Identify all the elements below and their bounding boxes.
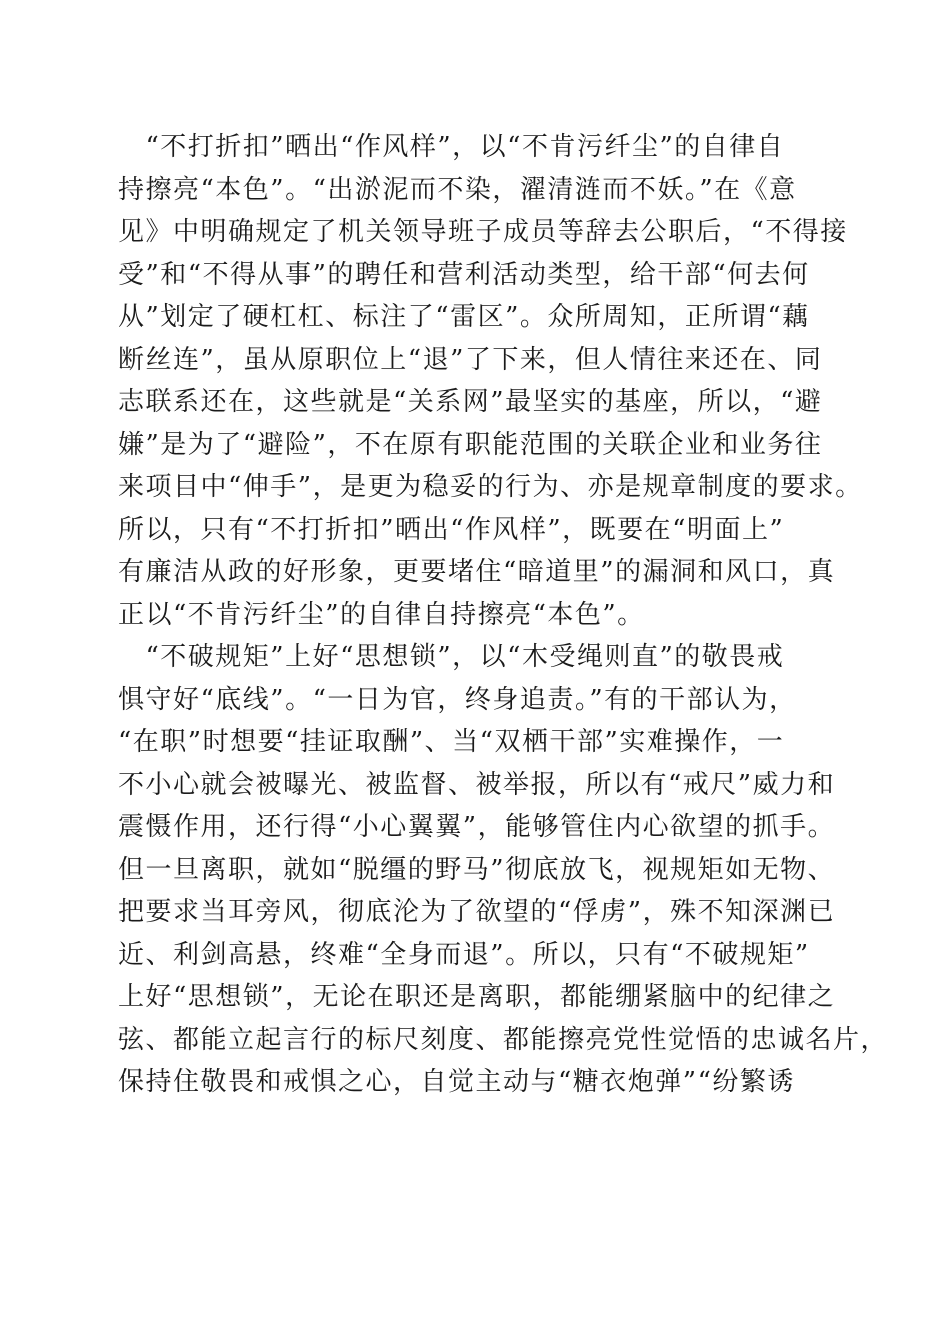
text-line: “不打折扣”晒出“作风样”，以“不肯污纤尘”的自律自 <box>118 132 785 162</box>
text-line: “不破规矩”上好“思想锁”，以“木受绳则直”的敬畏戒 <box>118 642 785 672</box>
text-line: 来项目中“伸手”，是更为稳妥的行为、亦是规章制度的要求。 <box>118 472 863 502</box>
text-line: 断丝连”，虽从原职位上“退”了下来，但人情往来还在、同 <box>118 344 823 375</box>
text-line: 近、利剑高悬，终难“全身而退”。所以，只有“不破规矩” <box>118 939 810 970</box>
text-line: 弦、都能立起言行的标尺刻度、都能擦亮党性觉悟的忠诚名片， <box>118 1024 889 1055</box>
text-line: 保持住敬畏和戒惧之心，自觉主动与“糖衣炮弹”“纷繁诱 <box>118 1067 795 1097</box>
text-line: 所以，只有“不打折扣”晒出“作风样”，既要在“明面上” <box>118 514 785 545</box>
text-line: “在职”时想要“挂证取酬”、当“双栖干部”实难操作，一 <box>118 727 785 757</box>
text-line: 惧守好“底线”。“一日为官，终身追责。”有的干部认为， <box>118 684 797 715</box>
text-line: 把要求当耳旁风，彻底沦为了欲望的“俘虏”，殊不知深渊已 <box>118 897 836 927</box>
paragraph-integrity <box>118 126 863 636</box>
text-line: 受”和“不得从事”的聘任和营利活动类型，给干部“何去何 <box>118 259 810 290</box>
text-line: 有廉洁从政的好形象，更要堵住“暗道里”的漏洞和风口，真 <box>118 557 836 587</box>
body-text <box>118 126 889 1104</box>
text-line: 上好“思想锁”，无论在职还是离职，都能绷紧脑中的纪律之 <box>118 982 836 1012</box>
text-line: 嫌”是为了“避险”，不在原有职能范围的关联企业和业务往 <box>118 429 823 460</box>
text-line: 正以“不肯污纤尘”的自律自持擦亮“本色”。 <box>118 599 645 630</box>
text-line: 不小心就会被曝光、被监督、被举报，所以有“戒尺”威力和 <box>118 769 836 800</box>
text-line: 见》中明确规定了机关领导班子成员等辞去公职后，“不得接 <box>118 217 848 247</box>
text-line: 从”划定了硬杠杠、标注了“雷区”。众所周知，正所谓“藕 <box>118 302 810 332</box>
text-line: 持擦亮“本色”。“出淤泥而不染，濯清涟而不妖。”在《意 <box>118 174 797 205</box>
text-line: 震慑作用，还行得“小心翼翼”，能够管住内心欲望的抓手。 <box>118 812 836 842</box>
text-line: 志联系还在，这些就是“关系网”最坚实的基座，所以，“避 <box>118 387 823 417</box>
text-line: 但一旦离职，就如“脱缰的野马”彻底放飞，视规矩如无物、 <box>118 854 836 885</box>
paragraph-rules <box>118 636 889 1104</box>
